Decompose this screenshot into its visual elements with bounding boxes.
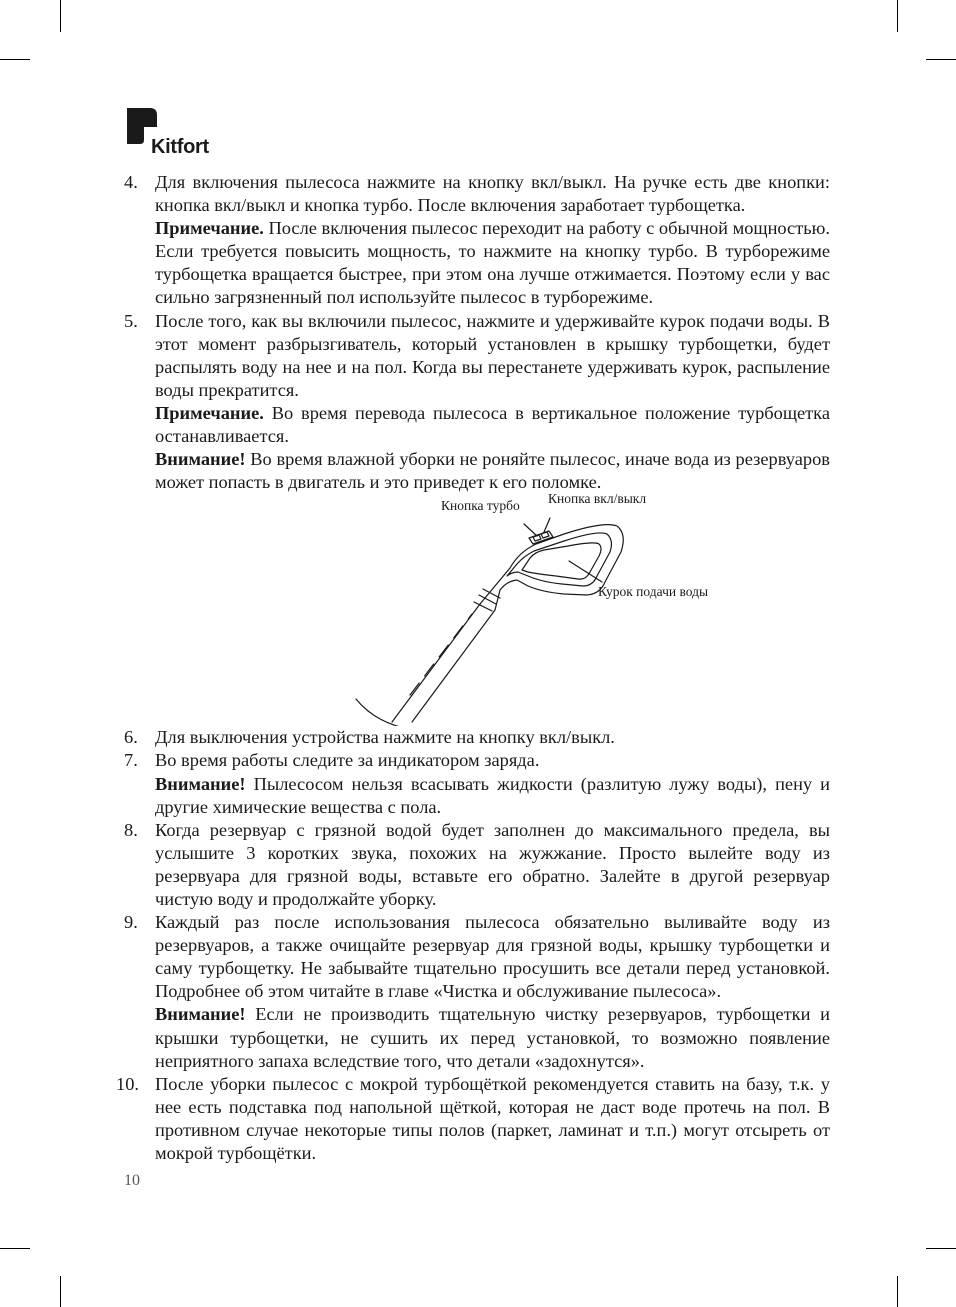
brand-logo: [124, 106, 244, 158]
page-number: 10: [124, 1172, 140, 1189]
instructions-content: [116, 171, 830, 1165]
crop-mark: [926, 59, 956, 60]
crop-mark: [60, 0, 61, 32]
item-paragraph: Каждый раз после использования пылесоса обязательно выливайте воду из резервуаров, а также очищайте резервуар для грязной воды, крышку турбощетки и саму турбощетку. Не забывайте тщательно просушить все детали перед установкой. Подробнее об этом читайте в главе «Чистка и обслуживание пылесоса».: [155, 912, 830, 1002]
list-item: [124, 310, 830, 495]
note-paragraph: Примечание. Во время перевода пылесоса в вертикальное положение турбощетка останавливается.: [155, 402, 830, 447]
crop-mark: [60, 1276, 61, 1307]
item-paragraph: Когда резервуар с грязной водой будет заполнен до максимального предела, вы услышите 3 коротких звука, похожих на жужжание. Просто вылейте воду из резервуара для грязной воды, вставьте его обратно. Залейте в другой резервуар чистую воду и продолжайте уборку.: [155, 819, 830, 909]
item-paragraph: Для выключения устройства нажмите на кнопку вкл/выкл.: [155, 727, 615, 748]
crop-mark: [897, 1276, 898, 1307]
list-item: [124, 819, 830, 911]
item-paragraph: Во время работы следите за индикатором заряда.: [155, 750, 540, 771]
crop-mark: [897, 0, 898, 32]
warning-paragraph: Внимание! Пылесосом нельзя всасывать жидкости (разлитую лужу воды), пену и другие химические вещества с пола.: [155, 773, 830, 817]
item-paragraph: После того, как вы включили пылесос, нажмите и удерживайте курок подачи воды. В этот момент разбрызгиватель, который установлен в крышку турбощетки, будет распылять воду на нее и на пол. Когда вы перестанете удерживать курок, распыление воды прекратится.: [155, 310, 830, 400]
vacuum-handle-drawing: [124, 494, 830, 726]
water-trigger-label: Курок подачи воды: [598, 584, 709, 600]
turbo-button-label: Кнопка турбо: [441, 498, 520, 514]
power-button-label: Кнопка вкл/выкл: [548, 491, 647, 507]
brand-name: Kitfort: [151, 136, 209, 158]
warning-paragraph: Внимание! Если не производить тщательную чистку резервуаров, турбощетки и крышки турбощетки, не сушить их перед установкой, то возможно появление неприятного запаха вследствие того, что детали «задохнутся».: [155, 1004, 830, 1071]
list-item: [124, 171, 830, 310]
handle-diagram: [124, 491, 830, 726]
item-number: 6.: [124, 727, 138, 748]
crop-mark: [926, 1248, 956, 1249]
list-item: [124, 911, 830, 1073]
item-number: 4.: [124, 172, 138, 192]
crop-mark: [0, 59, 30, 60]
warning-paragraph: Внимание! Во время влажной уборки не роняйте пылесос, иначе вода из резервуаров может попасть в двигатель и это приведет к его поломке.: [155, 449, 830, 493]
item-paragraph: После уборки пылесос с мокрой турбощёткой рекомендуется ставить на базу, т.к. у нее есть подставка под напольной щёткой, которая не даст воде протечь на пол. В противном случае некоторые типы полов (паркет, ламинат и т.п.) могут отсыреть от мокрой турбощётки.: [155, 1073, 830, 1163]
list-item: [124, 726, 830, 749]
item-number: 7.: [124, 750, 138, 771]
item-number: 10.: [116, 1073, 139, 1094]
crop-mark: [0, 1248, 30, 1249]
item-number: 8.: [124, 819, 138, 840]
item-number: 5.: [124, 310, 138, 331]
note-paragraph: Примечание. После включения пылесос переходит на работу с обычной мощностью. Если требуется повысить мощность, то нажмите на кнопку турбо. В турборежиме турбощетка вращается быстрее, при этом она лучше отжимается. Поэтому если у вас сильно загрязненный пол используйте пылесос в турборежиме.: [155, 218, 830, 308]
list-item: [124, 749, 830, 818]
item-number: 9.: [124, 912, 138, 933]
item-paragraph: Для включения пылесоса нажмите на кнопку вкл/выкл. На ручке есть две кнопки: кнопка вкл/выкл и кнопка турбо. После включения заработает турбощетка.: [155, 172, 830, 216]
list-item: [116, 1073, 830, 1165]
